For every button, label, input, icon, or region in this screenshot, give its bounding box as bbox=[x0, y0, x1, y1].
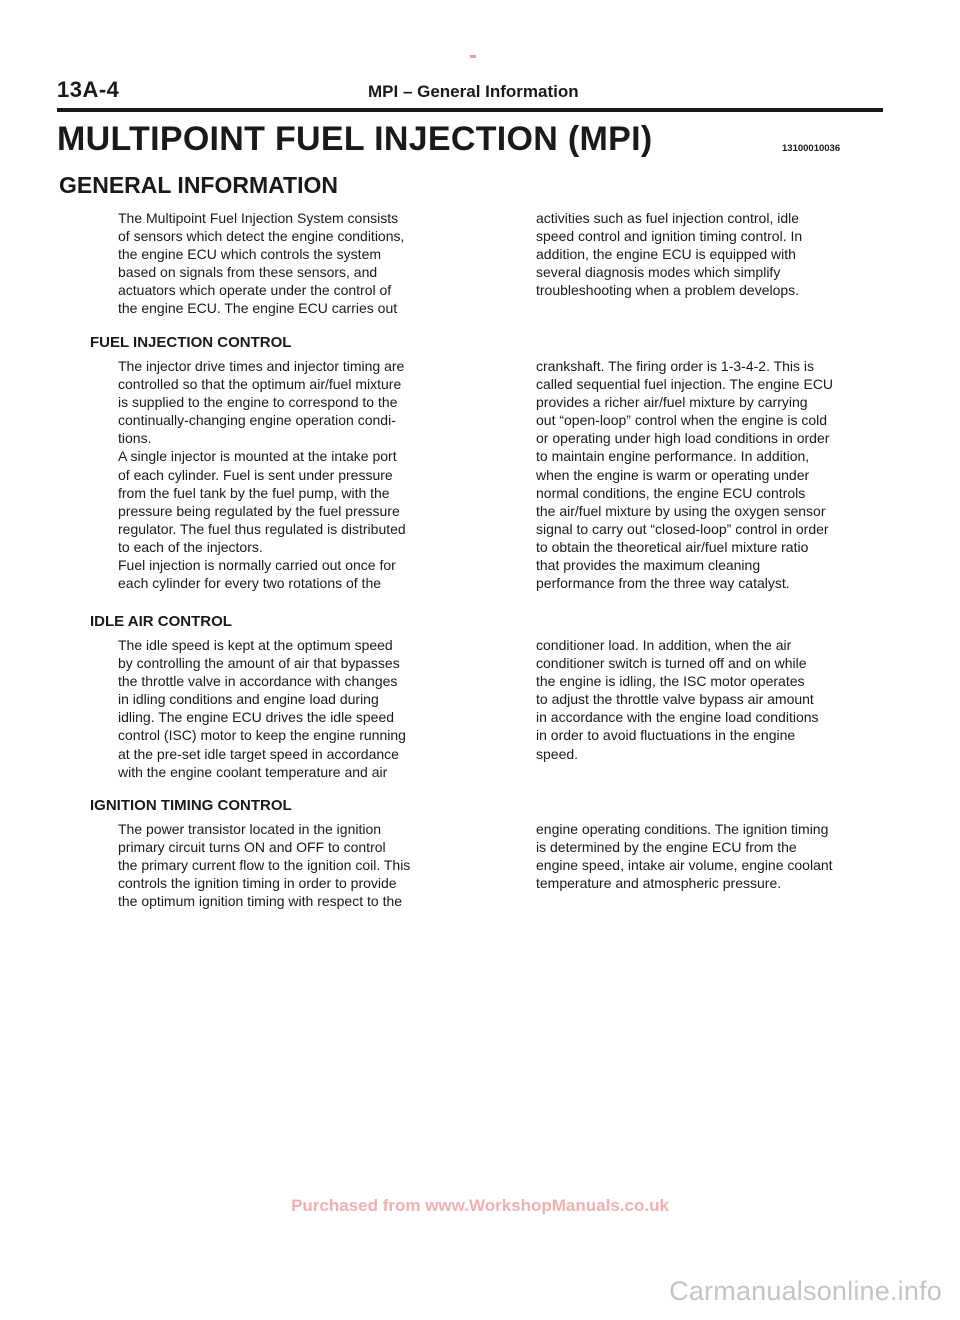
page-number: 13A-4 bbox=[57, 77, 120, 102]
running-header-title: MPI – General Information bbox=[368, 82, 579, 101]
print-speck bbox=[470, 55, 476, 58]
heading-fuel-injection-control: FUEL INJECTION CONTROL bbox=[90, 334, 292, 351]
fuel-injection-right-paragraph: crankshaft. The firing order is 1-3-4-2. This is called sequential fuel injection. The engine ECU provides a richer air/fuel mixture by carrying out “open-loop” control when the engine is cold or operating under high load conditions in order to maintain engine performance. In addition, when the engine is warm or operating under normal conditions, the engine ECU controls the air/fuel mixture by using the oxygen sensor signal to carry out “closed-loop” control in order to obtain the theoretical air/fuel mixture ratio that provides the maximum cleaning performance from the three way catalyst. bbox=[536, 358, 834, 592]
ignition-left-paragraph: The power transistor located in the ignition primary circuit turns ON and OFF to control the primary current flow to the ignition coil. This controls the ignition timing in order to provide the optimum ignition timing with respect to the bbox=[118, 821, 411, 910]
heading-idle-air-control: IDLE AIR CONTROL bbox=[90, 613, 232, 630]
site-watermark: Carmanualsonline.info bbox=[669, 1276, 942, 1306]
page-title: MULTIPOINT FUEL INJECTION (MPI) bbox=[57, 120, 653, 158]
idle-air-left-paragraph: The idle speed is kept at the optimum speed by controlling the amount of air that bypasses the throttle valve in accordance with changes in idling conditions and engine load during idling. The engine ECU drives the idle speed control (ISC) motor to keep the engine running at the pre-set idle target speed in accordance with the engine coolant temperature and air bbox=[118, 637, 406, 780]
intro-right-paragraph: activities such as fuel injection control, idle speed control and ignition timing control. In addition, the engine ECU is equipped with several diagnosis modes which simplify troubleshooting when a problem develops. bbox=[536, 210, 803, 299]
document-code: 13100010036 bbox=[782, 143, 841, 154]
header-rule bbox=[57, 108, 883, 112]
intro-left-paragraph: The Multipoint Fuel Injection System consists of sensors which detect the engine conditions, the engine ECU which controls the system based on signals from these sensors, and actuators which operate under the control of the engine ECU. The engine ECU carries out bbox=[118, 210, 405, 317]
fuel-injection-left-paragraph: The injector drive times and injector timing are controlled so that the optimum air/fuel mixture is supplied to the engine to correspond to the continually-changing engine operation condi- tions. A single injector is mounted at the intake port of each cylinder. Fuel is sent under pressure from the fuel tank by the fuel pump, with the pressure being regulated by the fuel pressure regulator. The fuel thus regulated is distributed to each of the injectors. Fuel injection is normally carried out once for each cylinder for every two rotations of the bbox=[118, 358, 406, 592]
heading-ignition-timing-control: IGNITION TIMING CONTROL bbox=[90, 797, 292, 814]
purchase-watermark: Purchased from www.WorkshopManuals.co.uk bbox=[291, 1196, 669, 1215]
ignition-right-paragraph: engine operating conditions. The ignition timing is determined by the engine ECU from the engine speed, intake air volume, engine coolant temperature and atmospheric pressure. bbox=[536, 821, 833, 892]
section-title: GENERAL INFORMATION bbox=[59, 172, 338, 198]
idle-air-right-paragraph: conditioner load. In addition, when the air conditioner switch is turned off and on while the engine is idling, the ISC motor operates to adjust the throttle valve bypass air amount in accordance with the engine load conditions in order to avoid fluctuations in the engine speed. bbox=[536, 637, 819, 762]
